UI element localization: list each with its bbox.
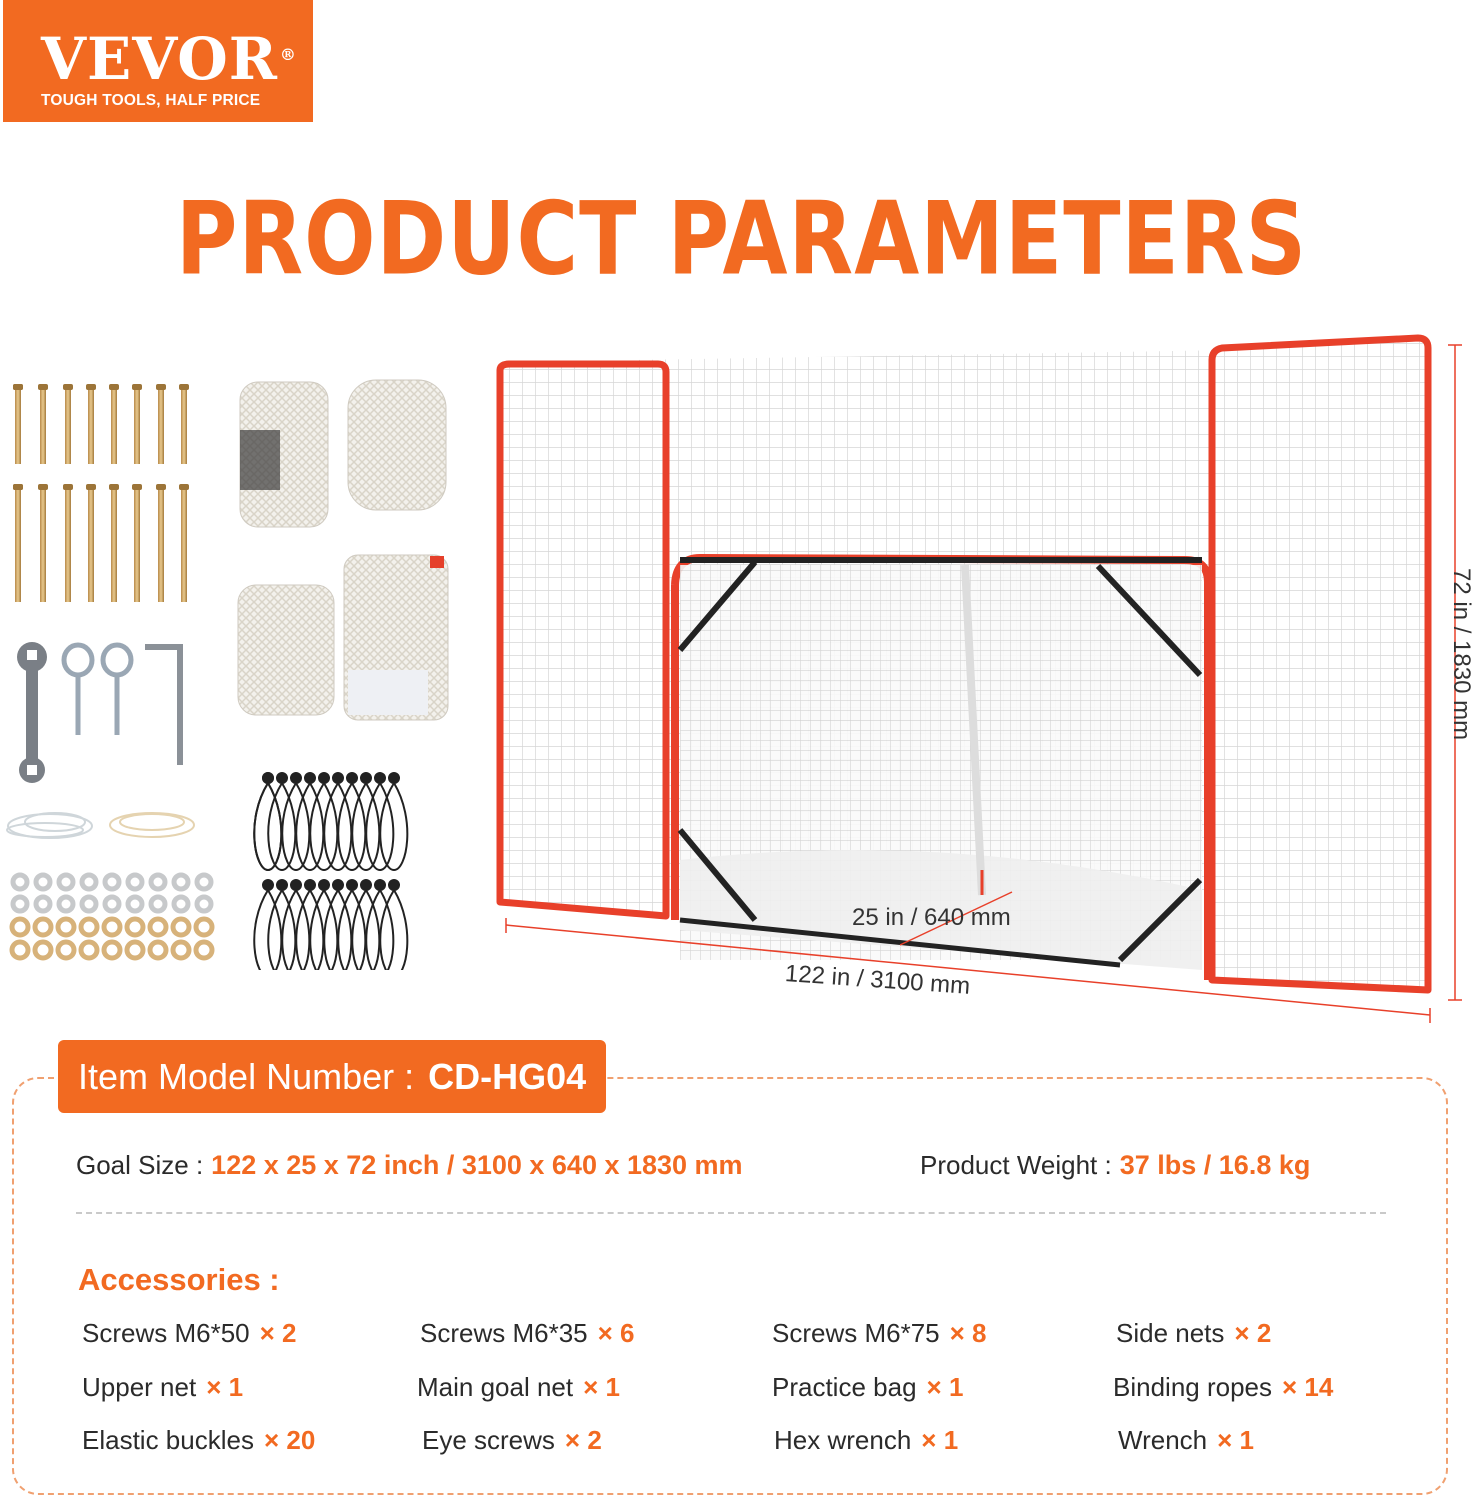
model-value: CD-HG04 — [428, 1056, 587, 1097]
page-title: PRODUCT PARAMETERS — [175, 180, 1308, 298]
weight-spec — [920, 1150, 1310, 1181]
side-nets-icon — [240, 380, 446, 527]
accessory-item: Eye screws × 2 — [422, 1425, 602, 1455]
weight-value: 37 lbs / 16.8 kg — [1119, 1150, 1311, 1180]
accessory-item: Elastic buckles × 20 — [82, 1425, 316, 1455]
practice-bag-icon — [344, 555, 448, 720]
washers-icon — [12, 875, 212, 958]
accessories-title: Accessories : — [78, 1262, 280, 1297]
goal-size-spec — [76, 1150, 743, 1181]
hardware-parts-image — [0, 370, 240, 970]
depth-dimension-label: 25 in / 640 mm — [852, 904, 1011, 931]
accessory-item: Practice bag × 1 — [772, 1372, 964, 1402]
wrench-icon — [17, 642, 47, 783]
hex-wrench-icon — [145, 647, 180, 765]
goal-size-value: 122 x 25 x 72 inch / 3100 x 640 x 1830 mm — [211, 1150, 743, 1180]
logo-brand: VEVOR ® — [41, 25, 297, 93]
accessory-item: Main goal net × 1 — [417, 1372, 620, 1402]
nets-and-buckles-image — [230, 370, 460, 970]
goal-size-label: Goal Size : — [76, 1150, 204, 1180]
height-dimension-label: 72 in / 1830 mm — [1448, 568, 1475, 741]
elastic-buckles-icon — [254, 773, 407, 970]
accessory-item: Screws M6*50 × 2 — [82, 1318, 297, 1348]
accessory-item: Screws M6*35 × 6 — [420, 1318, 635, 1348]
left-side-net — [500, 364, 666, 916]
model-number-badge — [58, 1040, 606, 1113]
spec-divider — [76, 1212, 1386, 1214]
accessory-item: Wrench × 1 — [1118, 1425, 1254, 1455]
weight-label: Product Weight : — [920, 1150, 1112, 1180]
accessory-item: Side nets × 2 — [1116, 1318, 1272, 1348]
right-side-net — [1212, 338, 1428, 990]
vevor-logo — [3, 0, 313, 122]
screws-m6-50-icon — [13, 384, 189, 464]
accessory-item: Upper net × 1 — [82, 1372, 244, 1402]
accessory-item: Binding ropes × 14 — [1113, 1372, 1334, 1402]
model-label: Item Model Number : — [78, 1056, 415, 1097]
main-goal-net-icon — [238, 585, 334, 715]
accessory-item: Screws M6*75 × 8 — [772, 1318, 987, 1348]
eye-screws-icon — [64, 645, 131, 735]
binding-ropes-icon — [7, 813, 194, 838]
width-dimension-label: 122 in / 3100 mm — [784, 960, 971, 1000]
logo-slogan: TOUGH TOOLS, HALF PRICE — [41, 92, 261, 109]
screws-m6-75-icon — [13, 484, 189, 602]
accessory-item: Hex wrench × 1 — [774, 1425, 959, 1455]
